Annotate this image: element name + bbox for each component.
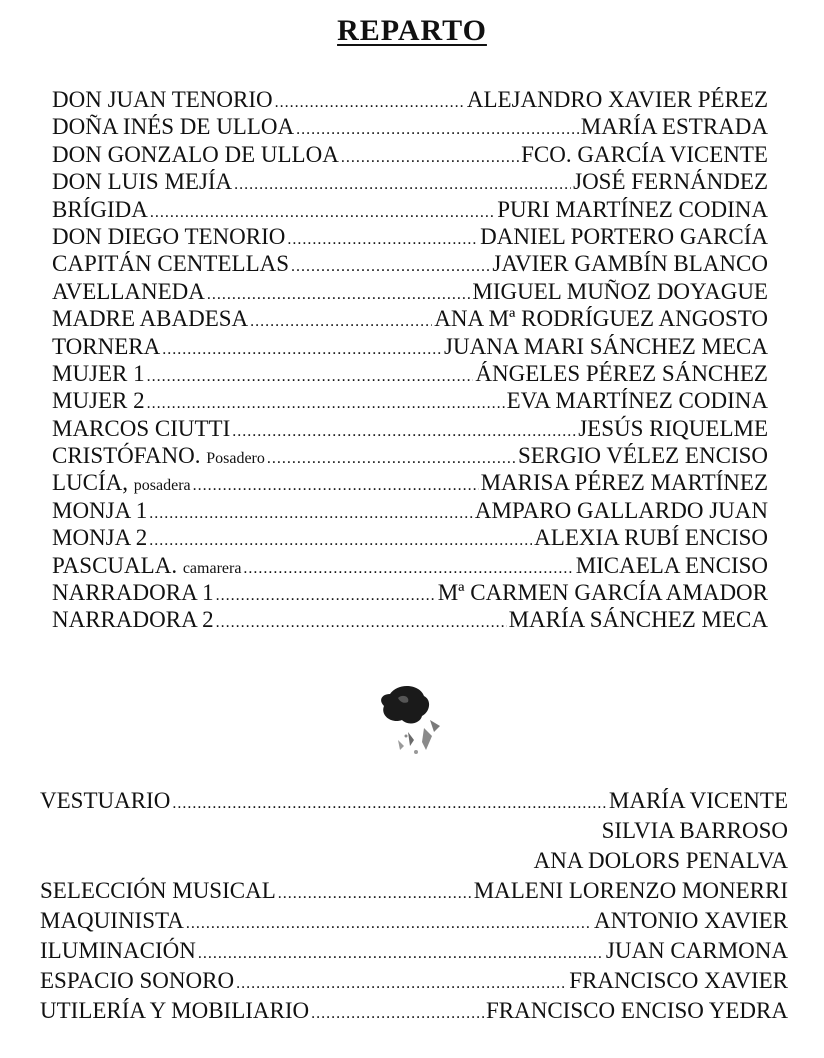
cast-row [52,223,768,250]
crew-row [40,966,788,996]
cast-role: DON LUIS MEJÍA [52,169,233,195]
cast-role-note: Posadero [206,450,265,468]
crew-list [40,786,788,1026]
cast-actor: JESÚS RIQUELME [578,415,768,441]
cast-row [52,86,768,113]
cast-role: CRISTÓFANO. Posadero [52,443,265,469]
page-title [0,14,824,48]
cast-actor: EVA MARTÍNEZ CODINA [506,388,768,414]
cast-row [52,579,768,606]
crew-row [40,876,788,906]
crew-name: ANA DOLORS PENALVA [533,848,788,873]
crew-row [40,936,788,966]
cast-role: MUJER 1 [52,360,145,386]
crew-role: ESPACIO SONORO [40,968,235,993]
cast-row [52,469,768,496]
cast-role: NARRADORA 2 [52,607,214,633]
crew-name: FRANCISCO XAVIER [569,968,788,993]
crew-name: FRANCISCO ENCISO YEDRA [485,998,788,1023]
cast-row [52,387,768,414]
cast-role: TORNERA [52,333,161,359]
cast-role: NARRADORA 1 [52,580,214,606]
cast-actor: Mª CARMEN GARCÍA AMADOR [437,580,768,606]
crew-role: VESTUARIO [40,788,171,813]
cast-row [52,278,768,305]
cast-row [52,606,768,633]
cast-actor: SERGIO VÉLEZ ENCISO [517,443,768,469]
cast-role: MONJA 2 [52,525,148,551]
cast-role: AVELLANEDA [52,278,205,304]
crew-row [40,996,788,1026]
cast-row [52,168,768,195]
crew-row [40,906,788,936]
cast-actor: ANA Mª RODRÍGUEZ ANGOSTO [434,306,768,332]
cast-actor: PURI MARTÍNEZ CODINA [497,196,768,222]
cast-row [52,250,768,277]
crew-name: JUAN CARMONA [605,938,788,963]
cast-actor: ALEJANDRO XAVIER PÉREZ [466,87,768,112]
cast-actor: JOSÉ FERNÁNDEZ [573,169,768,195]
cast-row [52,497,768,524]
cast-role: DOÑA INÉS DE ULLOA [52,114,295,140]
cast-row [52,524,768,551]
cast-list [52,86,768,634]
crew-role: SELECCIÓN MUSICAL [40,878,276,903]
crew-role: MAQUINISTA [40,908,184,933]
cast-row [52,360,768,387]
cast-actor: JUANA MARI SÁNCHEZ MECA [444,333,768,359]
title-text: REPARTO [337,14,487,47]
cast-role: CAPITÁN CENTELLAS [52,251,290,277]
cast-actor: DANIEL PORTERO GARCÍA [480,223,768,249]
cast-row [52,141,768,168]
cast-row [52,196,768,223]
cast-row [52,305,768,332]
cast-role: DON JUAN TENORIO [52,87,273,112]
crew-row [40,786,788,816]
crew-name: MARÍA VICENTE [608,788,788,813]
cast-role: MUJER 2 [52,388,145,414]
cast-role: PASCUALA. camarera [52,552,242,578]
cast-role-note: camarera [182,559,242,577]
cast-actor: MARÍA ESTRADA [580,114,768,140]
cast-role: DON GONZALO DE ULLOA [52,141,339,167]
cast-actor: JAVIER GAMBÍN BLANCO [492,251,768,277]
cast-role: MARCOS CIUTTI [52,415,231,441]
crew-name: MALENI LORENZO MONERRI [473,878,788,903]
cast-role: MONJA 1 [52,497,148,523]
crew-role: UTILERÍA Y MOBILIARIO [40,998,310,1023]
cast-actor: ALEXIA RUBÍ ENCISO [534,525,768,551]
cast-actor: MICAELA ENCISO [575,552,768,578]
crew-name: SILVIA BARROSO [601,818,788,843]
cast-role-note: posadera [133,477,191,495]
cast-row [52,333,768,360]
cast-row [52,442,768,469]
cast-actor: ÁNGELES PÉREZ SÁNCHEZ [475,360,768,386]
cast-actor: AMPARO GALLARDO JUAN [474,497,768,523]
cast-role: LUCÍA, posadera [52,470,191,496]
cast-role: BRÍGIDA [52,196,148,222]
cast-row [52,415,768,442]
cast-actor: MARISA PÉREZ MARTÍNEZ [480,470,768,496]
cast-row [52,113,768,140]
crew-name: ANTONIO XAVIER [593,908,788,933]
ink-flower-icon [368,680,458,770]
cast-row [52,552,768,579]
cast-role: DON DIEGO TENORIO [52,223,286,249]
cast-actor: MIGUEL MUÑOZ DOYAGUE [472,278,768,304]
crew-role: ILUMINACIÓN [40,938,196,963]
cast-role: MADRE ABADESA [52,306,249,332]
cast-actor: FCO. GARCÍA VICENTE [521,141,768,167]
cast-actor: MARÍA SÁNCHEZ MECA [508,607,768,633]
